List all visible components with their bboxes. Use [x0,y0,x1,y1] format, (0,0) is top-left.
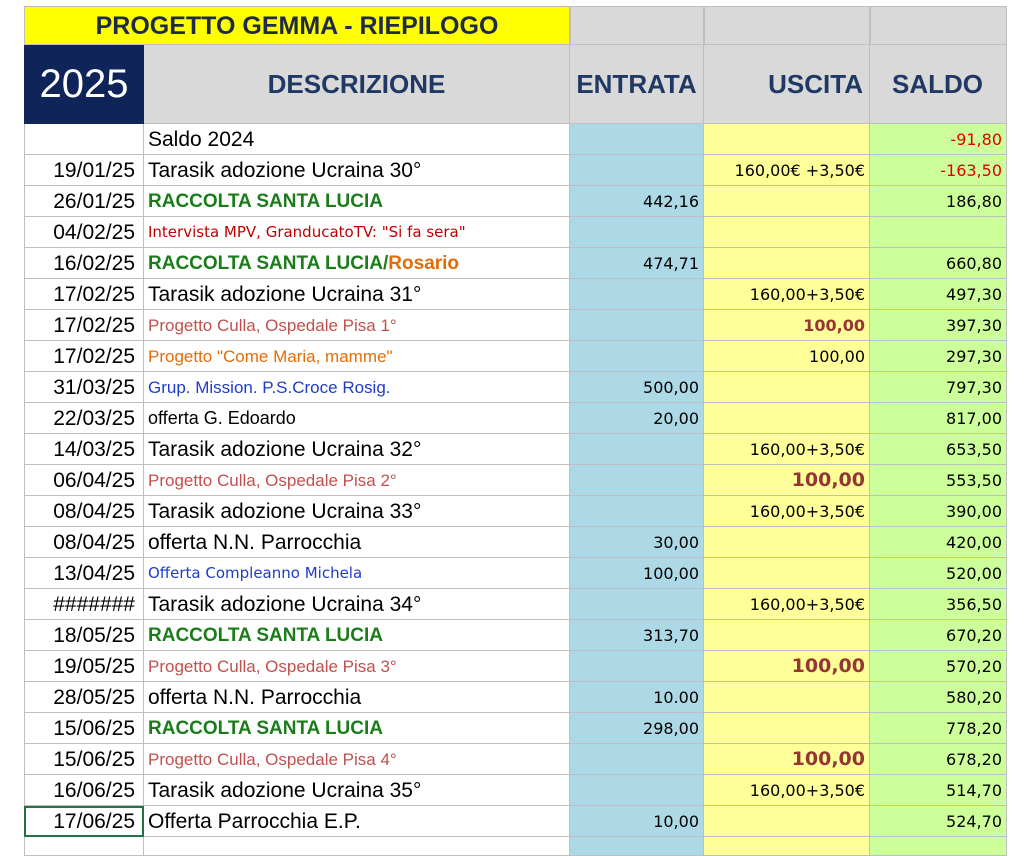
date-cell[interactable]: 14/03/25 [24,434,144,465]
entrata-cell[interactable]: 442,16 [570,186,704,217]
description-cell[interactable]: offerta G. Edoardo [144,403,570,434]
description-suffix: Rosario [388,253,460,274]
date-cell[interactable]: 08/04/25 [24,527,144,558]
uscita-cell[interactable] [704,217,870,248]
table-row [0,248,1024,279]
date-cell[interactable]: 19/01/25 [24,155,144,186]
saldo-cell[interactable]: 524,70 [870,806,1007,837]
uscita-cell[interactable] [704,372,870,403]
uscita-cell[interactable]: 100,00 [704,744,870,775]
entrata-cell[interactable]: 20,00 [570,403,704,434]
table-row [0,279,1024,310]
saldo-cell[interactable]: 186,80 [870,186,1007,217]
description-cell[interactable]: offerta N.N. Parrocchia [144,682,570,713]
saldo-cell[interactable]: 397,30 [870,310,1007,341]
uscita-cell[interactable]: 160,00+3,50€ [704,589,870,620]
uscita-cell[interactable]: 160,00+3,50€ [704,775,870,806]
entrata-cell[interactable] [570,217,704,248]
table-row [0,341,1024,372]
description-cell[interactable]: Tarasik adozione Ucraina 32° [144,434,570,465]
table-row [0,558,1024,589]
description-cell[interactable]: Offerta Parrocchia E.P. [144,806,570,837]
table-row [0,124,1024,155]
entrata-cell[interactable] [570,434,704,465]
uscita-cell[interactable] [704,124,870,155]
date-cell[interactable]: 13/04/25 [24,558,144,589]
description-cell[interactable]: offerta N.N. Parrocchia [144,527,570,558]
uscita-cell[interactable]: 160,00+3,50€ [704,496,870,527]
uscita-cell[interactable]: 100,00 [704,310,870,341]
uscita-cell[interactable] [704,248,870,279]
description-cell[interactable]: Tarasik adozione Ucraina 35° [144,775,570,806]
table-row [0,434,1024,465]
entrata-cell[interactable] [570,310,704,341]
description-cell[interactable]: Progetto Culla, Ospedale Pisa 4° [144,744,570,775]
date-cell[interactable]: 17/06/25 [24,806,144,837]
saldo-cell[interactable]: 570,20 [870,651,1007,682]
saldo-cell[interactable]: 390,00 [870,496,1007,527]
entrata-cell[interactable]: 500,00 [570,372,704,403]
saldo-cell[interactable]: 817,00 [870,403,1007,434]
entrata-cell[interactable]: 30,00 [570,527,704,558]
col-header-uscita[interactable]: USCITA [704,45,870,124]
description-cell[interactable]: Intervista MPV, GranducatoTV: "Si fa sera" [144,217,570,248]
header-blank-cell[interactable] [570,6,704,45]
date-cell[interactable]: 17/02/25 [24,341,144,372]
saldo-cell[interactable]: 653,50 [870,434,1007,465]
description-cell[interactable]: Progetto "Come Maria, mamme" [144,341,570,372]
selected-cell-outline [24,806,144,837]
date-cell[interactable]: 18/05/25 [24,620,144,651]
entrata-cell[interactable]: 474,71 [570,248,704,279]
uscita-cell[interactable] [704,620,870,651]
saldo-cell[interactable]: 520,00 [870,558,1007,589]
saldo-cell[interactable]: 420,00 [870,527,1007,558]
table-row [0,589,1024,620]
uscita-cell[interactable]: 100,00 [704,341,870,372]
saldo-cell[interactable]: 514,70 [870,775,1007,806]
description-cell[interactable]: Progetto Culla, Ospedale Pisa 3° [144,651,570,682]
table-row [0,372,1024,403]
date-cell[interactable]: 16/06/25 [24,775,144,806]
saldo-cell[interactable]: 580,20 [870,682,1007,713]
sheet-title[interactable]: PROGETTO GEMMA - RIEPILOGO [24,6,570,45]
saldo-cell[interactable]: 497,30 [870,279,1007,310]
description-cell[interactable]: Tarasik adozione Ucraina 31° [144,279,570,310]
saldo-cell[interactable] [870,217,1007,248]
header-blank-cell[interactable] [870,6,1007,45]
uscita-cell[interactable] [704,806,870,837]
table-row [0,310,1024,341]
table-row [0,217,1024,248]
entrata-cell[interactable] [570,465,704,496]
table-row [0,682,1024,713]
saldo-cell[interactable]: 356,50 [870,589,1007,620]
table-row [0,713,1024,744]
col-header-saldo[interactable]: SALDO [870,45,1007,124]
saldo-cell[interactable]: -91,80 [870,124,1007,155]
table-row [0,155,1024,186]
col-header-entrata[interactable]: ENTRATA [570,45,704,124]
date-cell[interactable]: 04/02/25 [24,217,144,248]
date-cell[interactable]: ####### [24,589,144,620]
table-row [0,775,1024,806]
description-cell[interactable]: Progetto Culla, Ospedale Pisa 2° [144,465,570,496]
date-cell[interactable]: 17/02/25 [24,279,144,310]
entrata-cell[interactable]: 10.00 [570,682,704,713]
date-cell[interactable]: 17/02/25 [24,310,144,341]
table-row [0,186,1024,217]
entrata-cell[interactable]: 313,70 [570,620,704,651]
uscita-cell[interactable]: 100,00 [704,651,870,682]
entrata-cell[interactable] [570,341,704,372]
description-cell[interactable]: Tarasik adozione Ucraina 33° [144,496,570,527]
table-row [0,806,1024,837]
description-cell[interactable]: RACCOLTA SANTA LUCIA [144,713,570,744]
date-cell[interactable]: 19/05/25 [24,651,144,682]
table-row [0,465,1024,496]
entrata-cell[interactable] [570,155,704,186]
date-cell[interactable]: 26/01/25 [24,186,144,217]
description-cell[interactable]: RACCOLTA SANTA LUCIA [144,186,570,217]
entrata-cell[interactable] [570,124,704,155]
entrata-cell[interactable] [570,279,704,310]
table-row [0,620,1024,651]
entrata-cell[interactable] [570,496,704,527]
col-header-description[interactable]: DESCRIZIONE [144,45,570,124]
saldo-cell[interactable]: 553,50 [870,465,1007,496]
uscita-cell[interactable] [704,713,870,744]
uscita-cell[interactable]: 160,00+3,50€ [704,434,870,465]
date-cell[interactable] [24,124,144,155]
date-cell[interactable]: 06/04/25 [24,465,144,496]
description-cell[interactable]: Tarasik adozione Ucraina 34° [144,589,570,620]
date-cell[interactable]: 28/05/25 [24,682,144,713]
table-row [0,403,1024,434]
uscita-cell[interactable] [704,682,870,713]
saldo-cell[interactable]: 660,80 [870,248,1007,279]
uscita-cell[interactable]: 160,00+3,50€ [704,279,870,310]
entrata-cell[interactable] [570,589,704,620]
entrata-cell[interactable] [570,837,704,856]
date-cell[interactable]: 08/04/25 [24,496,144,527]
uscita-cell[interactable]: 160,00€ +3,50€ [704,155,870,186]
header-blank-cell[interactable] [704,6,870,45]
description-cell[interactable] [144,837,570,856]
table-row [0,527,1024,558]
saldo-cell[interactable]: 670,20 [870,620,1007,651]
table-row-empty [0,837,1024,856]
saldo-cell[interactable]: 778,20 [870,713,1007,744]
table-row [0,651,1024,682]
saldo-cell[interactable]: 797,30 [870,372,1007,403]
uscita-cell[interactable] [704,186,870,217]
uscita-cell[interactable]: 100,00 [704,465,870,496]
description-cell[interactable]: Grup. Mission. P.S.Croce Rosig. [144,372,570,403]
saldo-cell[interactable] [870,837,1007,856]
entrata-cell[interactable]: 298,00 [570,713,704,744]
entrata-cell[interactable] [570,744,704,775]
entrata-cell[interactable] [570,775,704,806]
date-cell[interactable] [24,837,144,856]
uscita-cell[interactable] [704,403,870,434]
saldo-cell[interactable]: 678,20 [870,744,1007,775]
table-row [0,744,1024,775]
uscita-cell[interactable] [704,837,870,856]
date-cell[interactable]: 16/02/25 [24,248,144,279]
entrata-cell[interactable]: 100,00 [570,558,704,589]
entrata-cell[interactable] [570,651,704,682]
uscita-cell[interactable] [704,558,870,589]
date-cell[interactable]: 22/03/25 [24,403,144,434]
description-cell[interactable]: Tarasik adozione Ucraina 30° [144,155,570,186]
date-cell[interactable]: 31/03/25 [24,372,144,403]
saldo-cell[interactable]: -163,50 [870,155,1007,186]
description-cell[interactable]: Offerta Compleanno Michela [144,558,570,589]
year-header[interactable]: 2025 [24,45,144,124]
saldo-cell[interactable]: 297,30 [870,341,1007,372]
table-row [0,496,1024,527]
description-cell[interactable] [144,248,570,279]
description-text: RACCOLTA SANTA LUCIA/ [148,253,389,274]
description-cell[interactable]: RACCOLTA SANTA LUCIA [144,620,570,651]
description-cell[interactable]: Progetto Culla, Ospedale Pisa 1° [144,310,570,341]
date-cell[interactable]: 15/06/25 [24,744,144,775]
date-cell[interactable]: 15/06/25 [24,713,144,744]
uscita-cell[interactable] [704,527,870,558]
entrata-cell[interactable]: 10,00 [570,806,704,837]
description-cell[interactable]: Saldo 2024 [144,124,570,155]
